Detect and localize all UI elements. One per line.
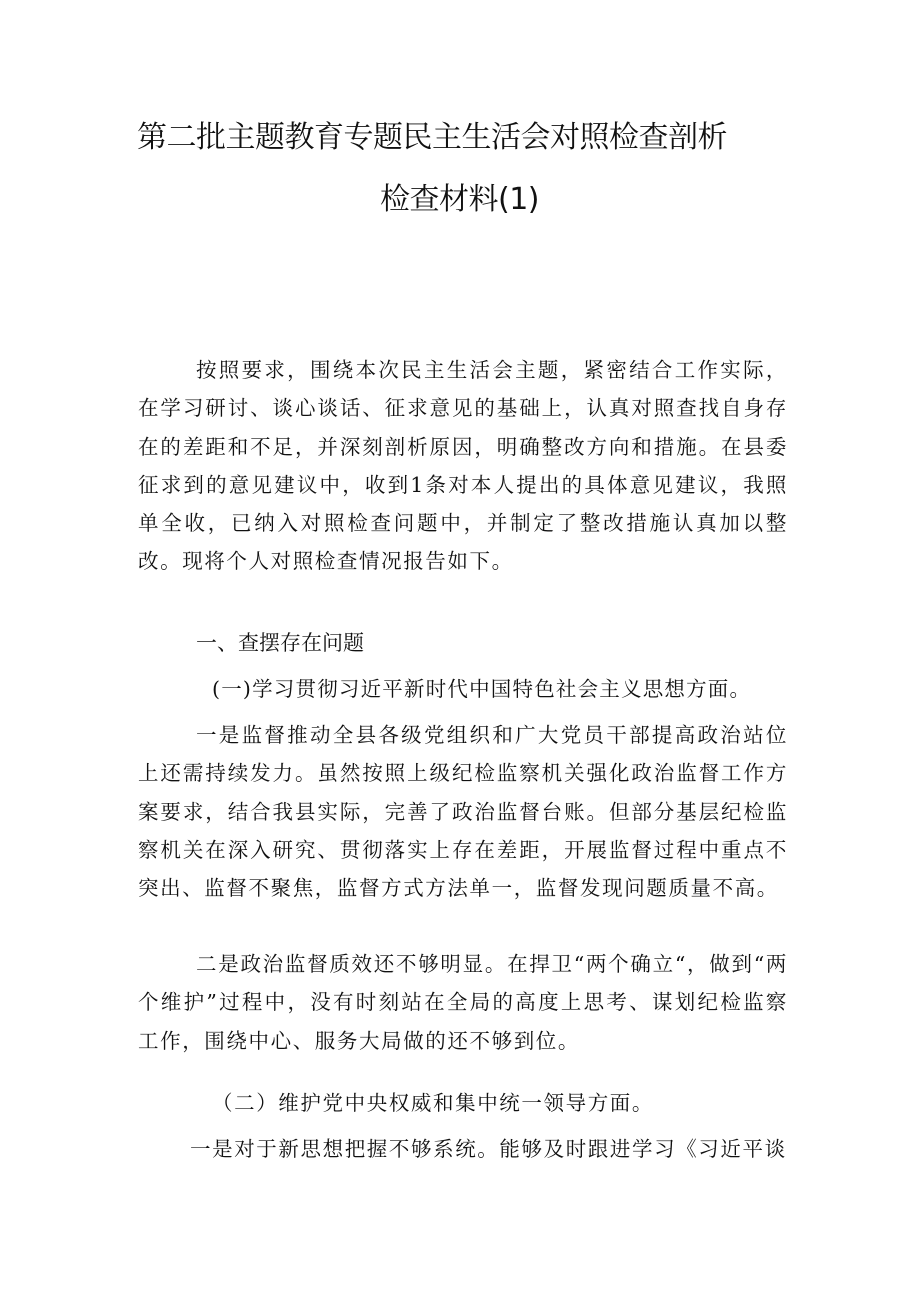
section-heading: 一、查摆存在问题 <box>196 631 364 655</box>
intro-paragraph: 按照要求，围绕本次民主生活会主题，紧密结合工作实际，在学习研讨、谈心谈话、征求意见的基础上，认真对照查找自身存在的差距和不足，并深刻剖析原因，明确整改方向和措施。在县委征求到的意见建议中，收到1条对本人提出的具体意见建议，我照单全收，已纳入对照检查问题中，并制定了整改措施认真加以整改。现将个人对照检查情况报告如下。 <box>138 358 788 574</box>
document-title-line2: 检查材料(1) <box>380 182 539 217</box>
document-title-line1: 第二批主题教育专题民主生活会对照检查剖析 <box>137 120 727 155</box>
subsection-heading-2: （二）维护党中央权威和集中统一领导方面。 <box>212 1091 654 1115</box>
paragraph-point-1: 一是监督推动全县各级党组织和广大党员干部提高政治站位上还需持续发力。虽然按照上级纪检监察机关强化政治监督工作方案要求，结合我县实际，完善了政治监督台账。但部分基层纪检监察机关在深入研究、贯彻落实上存在差距，开展监督过程中重点不突出、监督不聚焦，监督方式方法单一，监督发现问题质量不高。 <box>138 723 788 901</box>
paragraph-point-2: 二是政治监督质效还不够明显。在捍卫“两个确立“，做到“两个维护”过程中，没有时刻站在全局的高度上思考、谋划纪检监察工作，围绕中心、服务大局做的还不够到位。 <box>138 952 788 1053</box>
paragraph-point-3: 一是对于新思想把握不够系统。能够及时跟进学习《习近平谈 <box>190 1137 787 1161</box>
subsection-heading-1: (一)学习贯彻习近平新时代中国特色社会主义思想方面。 <box>212 677 752 701</box>
